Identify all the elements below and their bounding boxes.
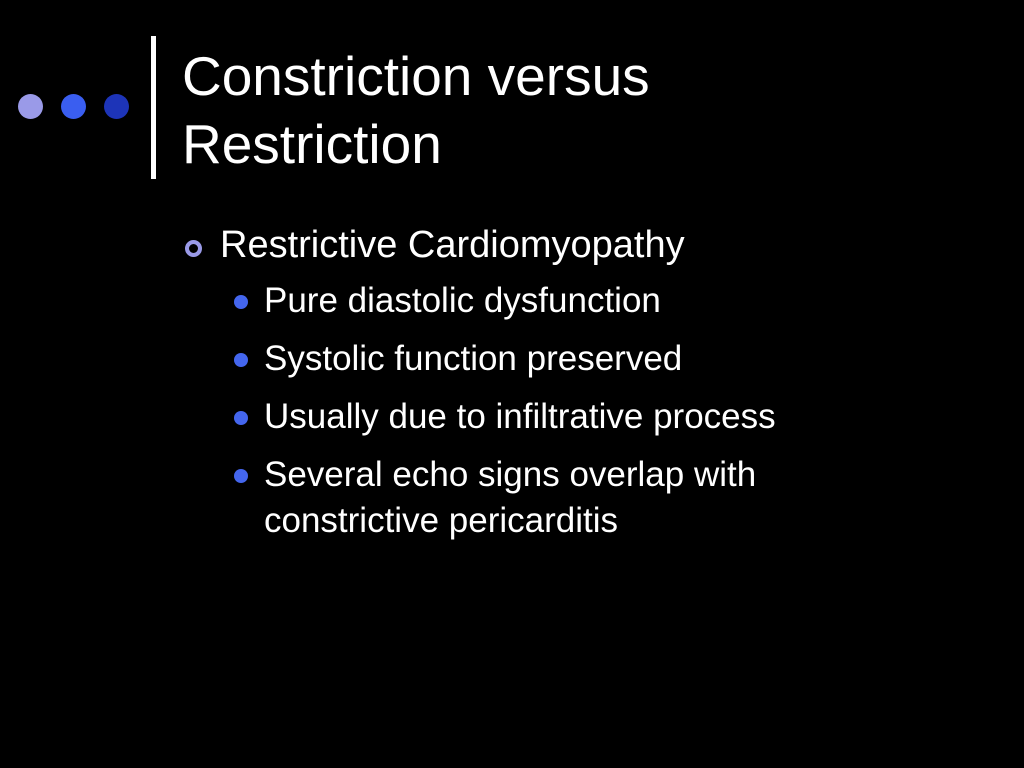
bullet-level-2-text: Pure diastolic dysfunction xyxy=(264,281,661,320)
bullet-level-2 xyxy=(234,394,982,440)
bullet-level-2 xyxy=(234,278,982,324)
slide-title-line-2: Restriction xyxy=(182,113,442,175)
bullet-level-2-text: Systolic function preserved xyxy=(264,339,683,378)
dot-icon-1 xyxy=(18,94,43,119)
bullet-level-2-text-line-2: constrictive pericarditis xyxy=(264,501,618,540)
ring-bullet-icon xyxy=(185,240,202,257)
bullet-sublist xyxy=(234,278,982,544)
bullet-level-2 xyxy=(234,452,982,544)
bullet-level-2-text-line-1: Several echo signs overlap with xyxy=(264,455,757,494)
slide-title-line-1: Constriction versus xyxy=(182,45,650,107)
bullet-level-1-text: Restrictive Cardiomyopathy xyxy=(220,224,685,266)
bullet-level-2 xyxy=(234,336,982,382)
slide-title xyxy=(182,42,982,178)
bullet-level-1 xyxy=(182,222,982,270)
dot-icon-2 xyxy=(61,94,86,119)
title-divider-bar xyxy=(151,36,156,179)
dot-icon-3 xyxy=(104,94,129,119)
dot-bullet-icon xyxy=(234,469,248,483)
decorative-dots xyxy=(18,94,138,120)
dot-bullet-icon xyxy=(234,353,248,367)
dot-bullet-icon xyxy=(234,411,248,425)
dot-bullet-icon xyxy=(234,295,248,309)
slide-body xyxy=(182,222,982,556)
bullet-level-2-text: Usually due to infiltrative process xyxy=(264,397,776,436)
